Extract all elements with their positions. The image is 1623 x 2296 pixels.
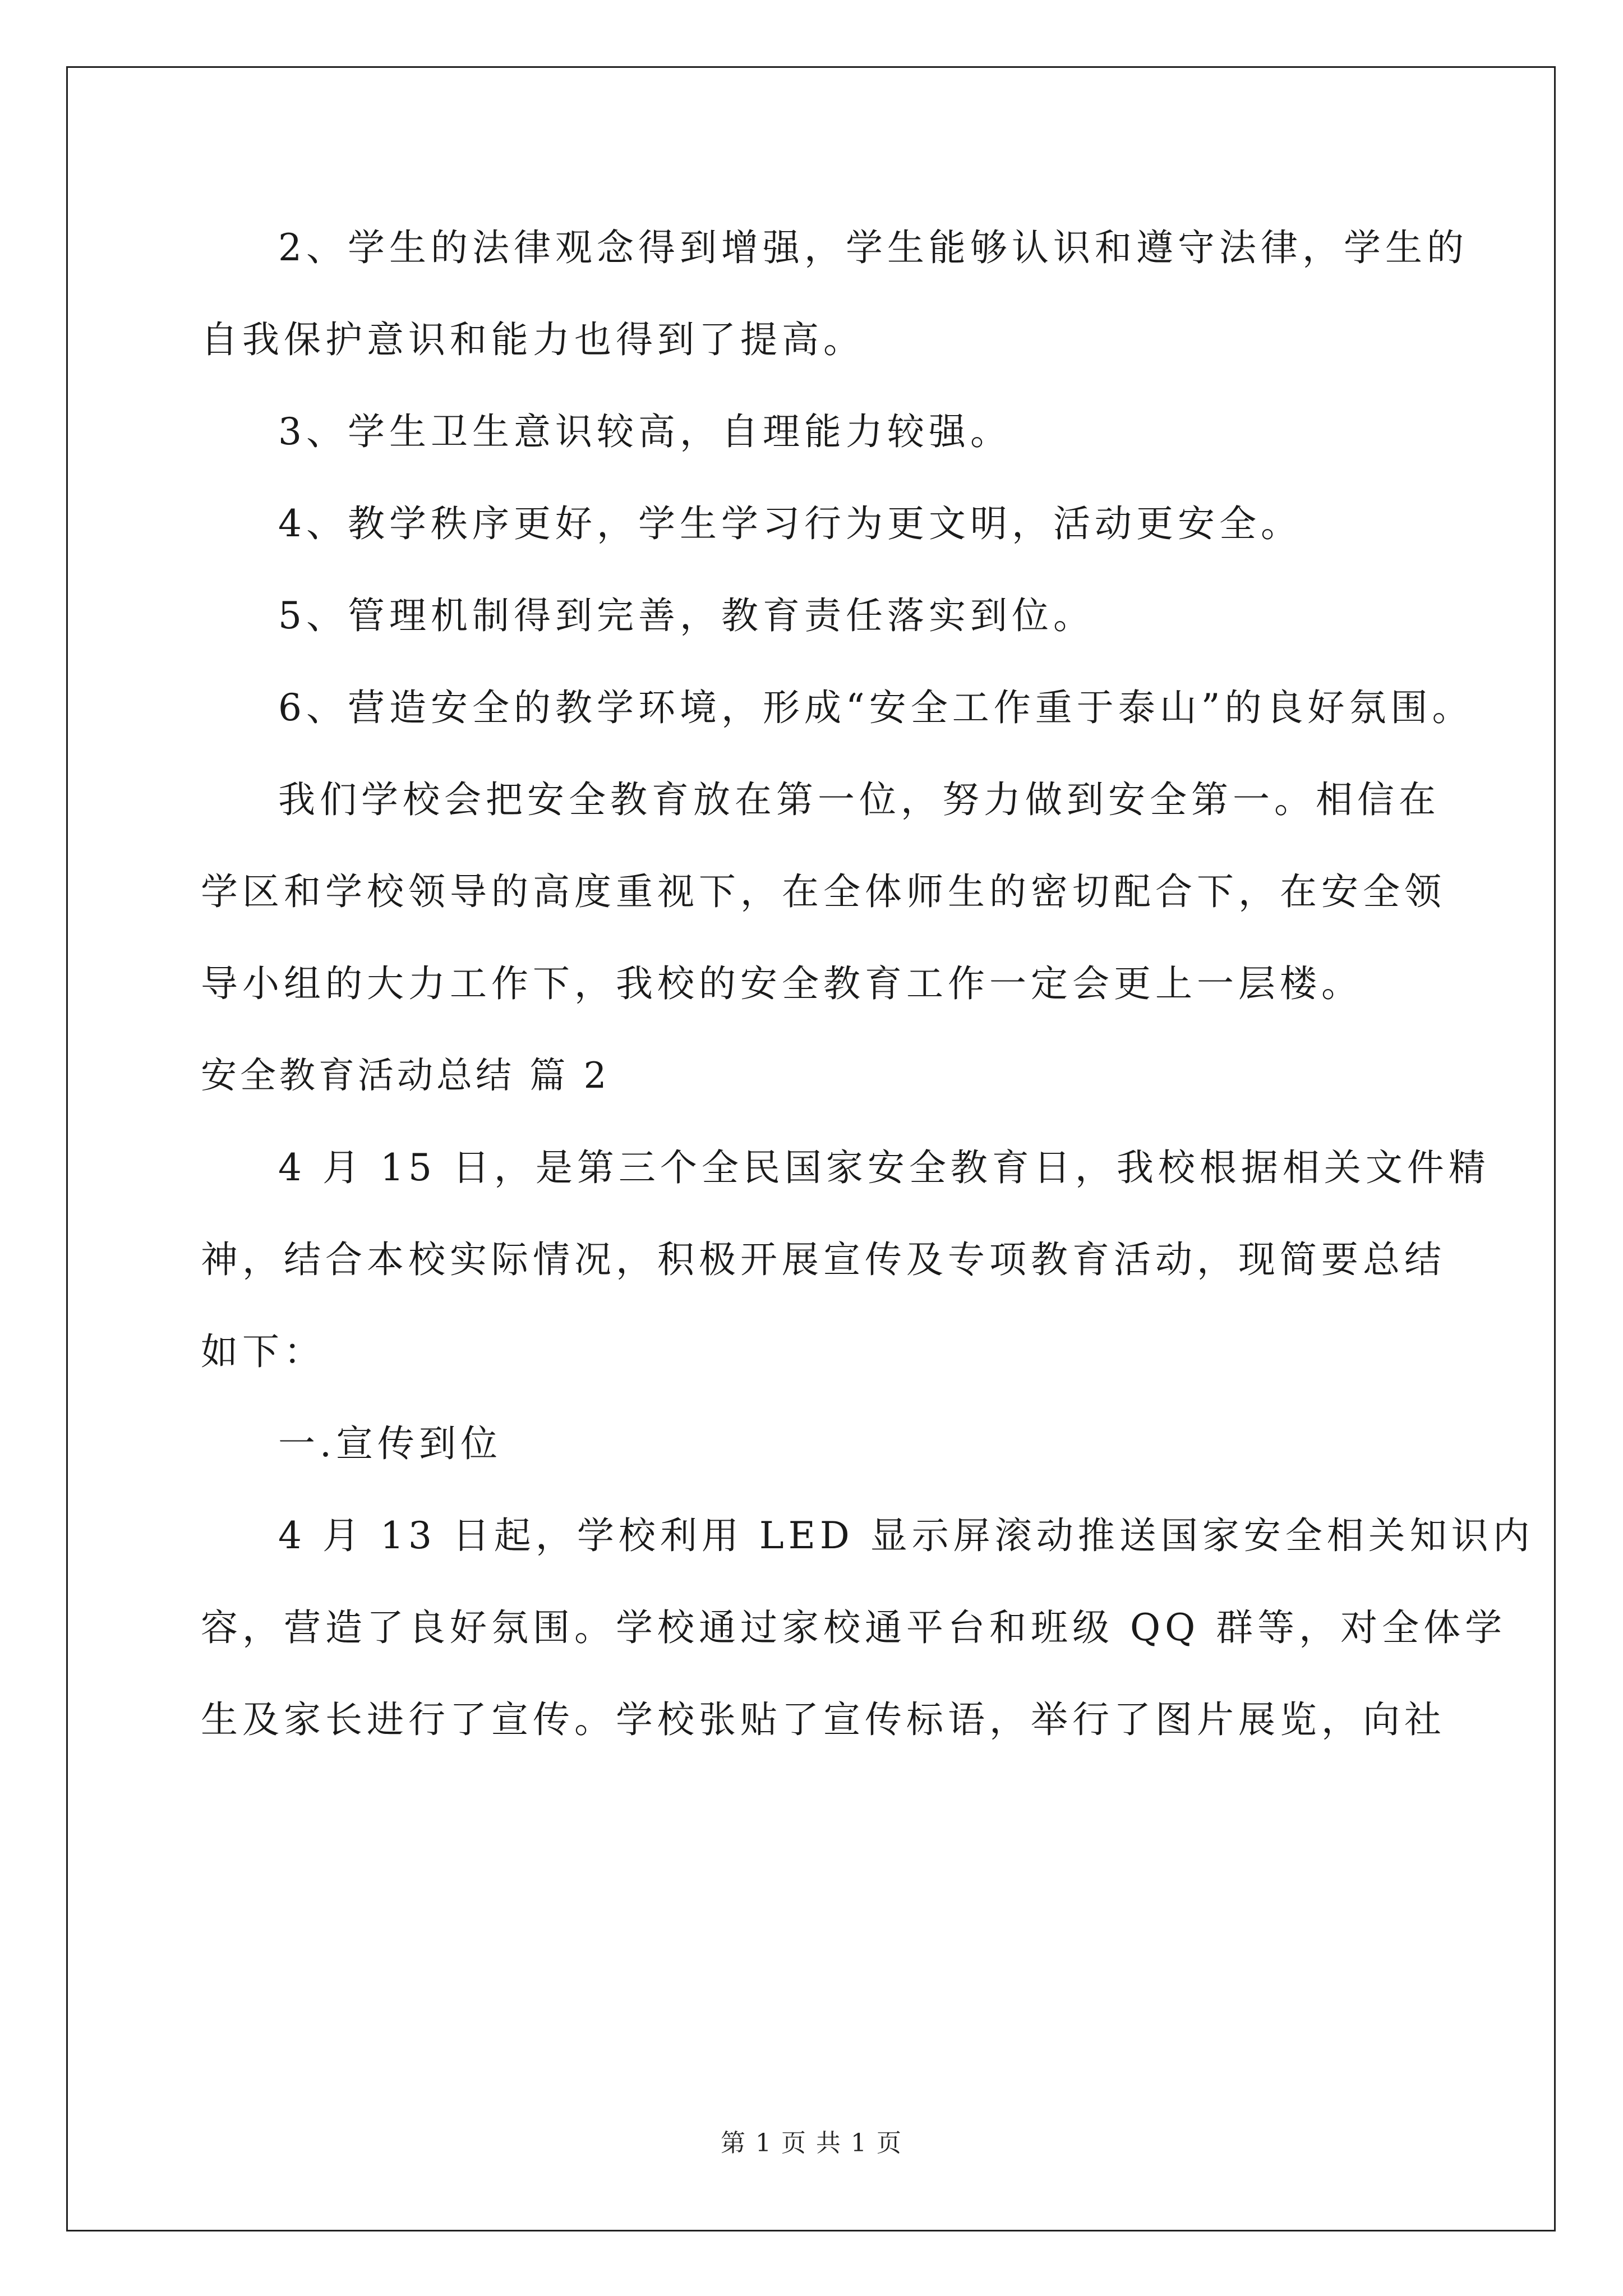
paragraph-line: 生及家长进行了宣传。学校张贴了宣传标语，举行了图片展览，向社 <box>201 1698 1446 1741</box>
paragraph-line: 如下： <box>201 1330 325 1373</box>
paragraph-line: 学区和学校领导的高度重视下，在全体师生的密切配合下，在安全领 <box>201 870 1446 913</box>
paragraph-line: 4 月 13 日起，学校利用 LED 显示屏滚动推送国家安全相关知识内 <box>278 1514 1534 1557</box>
paragraph-line: 神，结合本校实际情况，积极开展宣传及专项教育活动，现简要总结 <box>201 1238 1446 1281</box>
paragraph-line: 5、管理机制得到完善，教育责任落实到位。 <box>278 594 1095 637</box>
paragraph-line: 3、学生卫生意识较高，自理能力较强。 <box>278 410 1012 453</box>
paragraph-line: 6、营造安全的教学环境，形成“安全工作重于泰山”的良好氛围。 <box>278 686 1474 729</box>
page-footer: 第 1 页 共 1 页 <box>721 2129 902 2157</box>
paragraph-line: 自我保护意识和能力也得到了提高。 <box>201 318 865 361</box>
paragraph-line: 4 月 15 日，是第三个全民国家安全教育日，我校根据相关文件精 <box>278 1146 1490 1189</box>
paragraph-line: 导小组的大力工作下，我校的安全教育工作一定会更上一层楼。 <box>201 962 1363 1005</box>
section-heading: 安全教育活动总结 篇 2 <box>201 1055 610 1097</box>
paragraph-line: 我们学校会把安全教育放在第一位，努力做到安全第一。相信在 <box>278 778 1440 821</box>
document-body <box>201 202 1534 1766</box>
paragraph-line: 容，营造了良好氛围。学校通过家校通平台和班级 QQ 群等，对全体学 <box>201 1606 1507 1649</box>
paragraph-line: 4、教学秩序更好，学生学习行为更文明，活动更安全。 <box>278 502 1302 545</box>
subsection-heading: 一.宣传到位 <box>278 1422 502 1465</box>
paragraph-line: 2、学生的法律观念得到增强，学生能够认识和遵守法律，学生的 <box>278 226 1468 269</box>
